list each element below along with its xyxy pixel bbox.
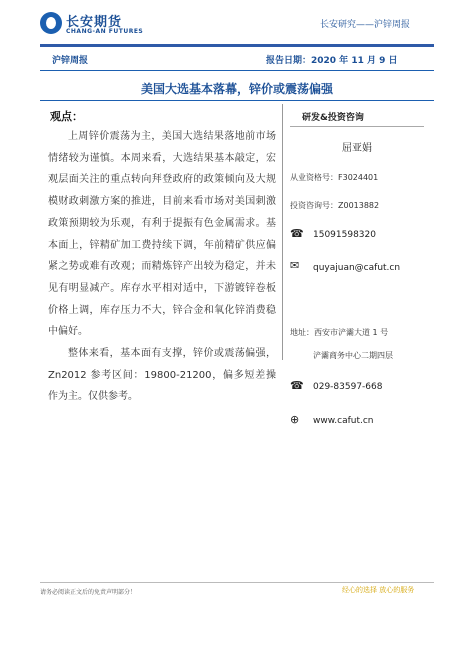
header-tag: 长安研究——沪锌周报 xyxy=(320,20,411,30)
company-logo-icon xyxy=(40,12,62,34)
footer-disclaimer: 请务必阅读正文后的免责声明部分！ xyxy=(40,589,137,596)
body-text xyxy=(48,126,276,408)
phone-icon: ☎ xyxy=(290,227,304,240)
footer-rule xyxy=(40,582,434,583)
email-icon: ✉ xyxy=(290,259,300,272)
advisory-number: 投资咨询号：Z0013882 xyxy=(290,201,380,210)
report-title: 美国大选基本落幕，锌价或震荡偏强 xyxy=(140,82,333,96)
report-type: 沪锌周报 xyxy=(52,56,89,66)
globe-icon: ⊕ xyxy=(290,413,300,426)
telephone-icon: ☎ xyxy=(290,379,304,392)
phone-number: 15091598320 xyxy=(313,230,376,240)
body-paragraph-2: 整体来看，基本面有支撑，锌价或震荡偏强，Zn2012 参考区间：19800-21200，偏多短差操作为主。仅供参考。 xyxy=(48,348,276,403)
brand-name-cn: 长安期货 xyxy=(66,15,123,30)
analyst-name: 屈亚娟 xyxy=(342,143,372,154)
subheader-rule xyxy=(40,70,434,71)
header-rule xyxy=(40,44,434,47)
report-date: 报告日期：2020 年 11 月 9 日 xyxy=(266,56,398,66)
address-line-1: 地址：西安市浐灞大道 1 号 xyxy=(290,328,389,337)
email-link[interactable]: quyajuan@cafut.cn xyxy=(313,263,401,273)
title-rule xyxy=(40,100,434,101)
brand-name-en: CHANG-AN FUTURES xyxy=(66,28,144,35)
telephone-number: 029-83597-668 xyxy=(313,382,383,392)
body-paragraph-1: 上周锌价震荡为主，美国大选结果落地前市场情绪较为谨慎。本周来看，大选结果基本敲定，宏观层面关注的重点转向拜登政府的政策倾向及大规模财政刺激方案的推进，目前来看市场对美国刺激政策预期较为乐观，有利于提振有色金属需求。基本面上，锌精矿加工费持续下调，年前精矿供应偏紧之势或难有改观；而精炼锌产出较为稳定，并未见有明显减产。库存水平相对适中，下游镀锌卷板价格上调，库存压力不大，锌合金和氧化锌消费稳中偏好。 xyxy=(48,131,276,338)
qualification-number: 从业资格号：F3024401 xyxy=(290,173,379,182)
website-link[interactable]: www.cafut.cn xyxy=(313,416,374,426)
section-label: 观点： xyxy=(50,110,83,123)
sidebar-rule xyxy=(290,126,424,127)
address-line-2: 浐灞商务中心二期四层 xyxy=(313,351,393,360)
sidebar-title: 研发&投资咨询 xyxy=(302,113,364,123)
footer-slogan: 经心的选择 放心的服务 xyxy=(342,586,415,594)
column-divider xyxy=(282,104,283,360)
